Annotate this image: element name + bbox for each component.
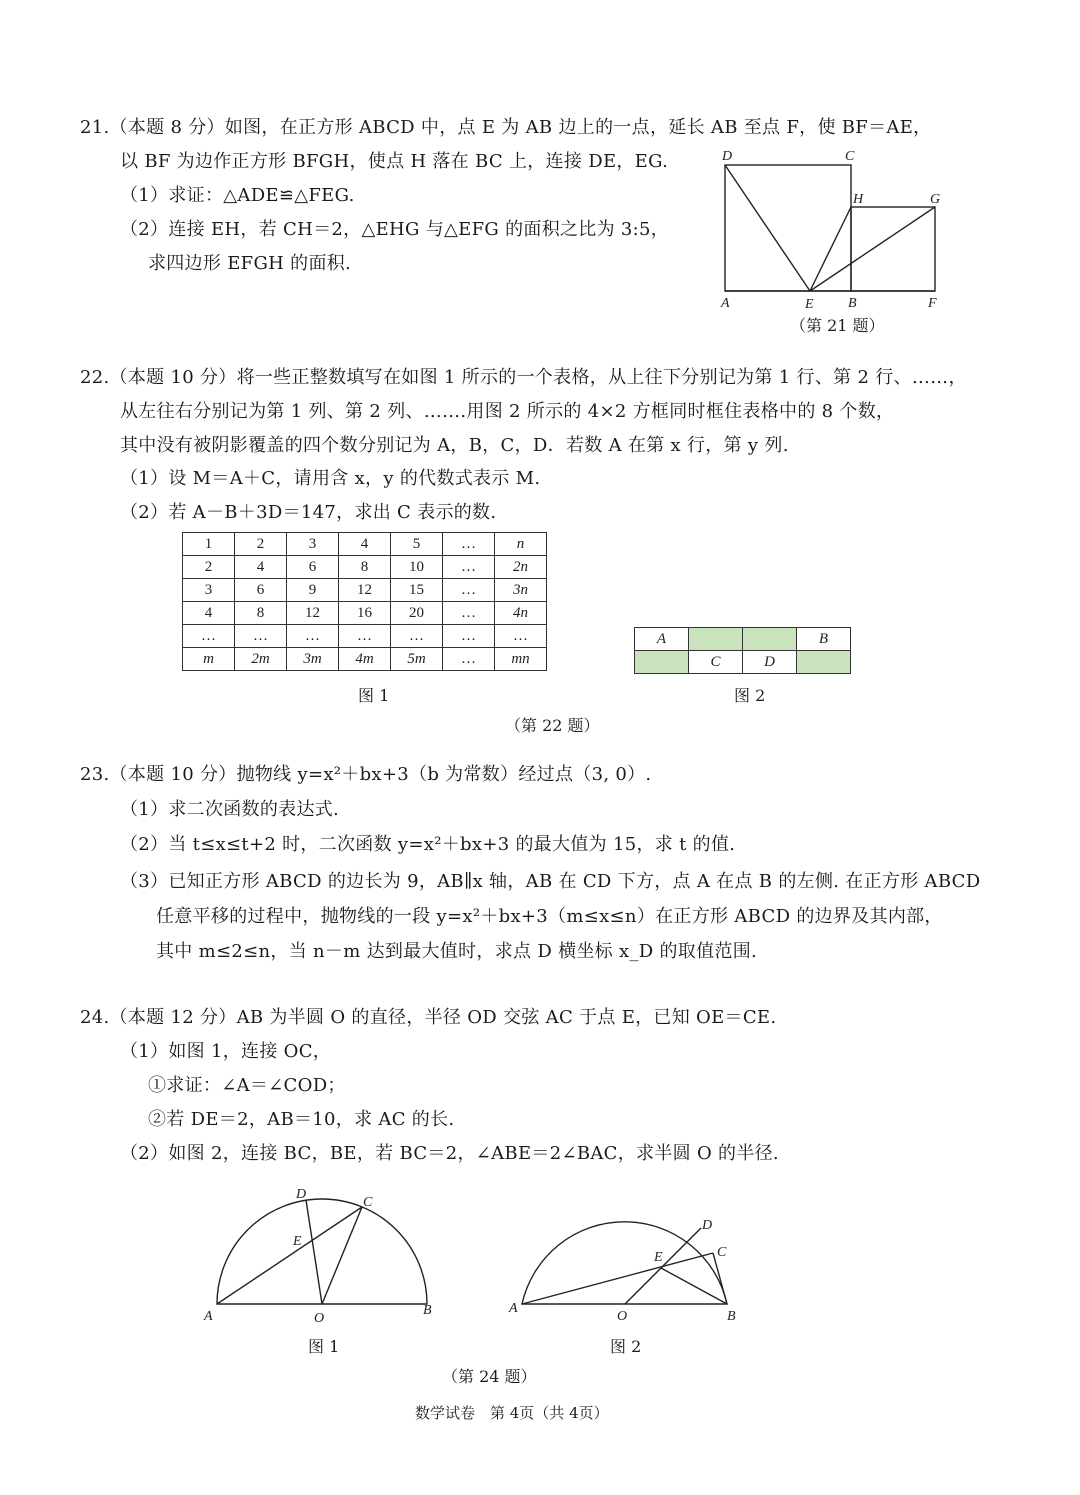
q24f1-label-A: A (204, 1309, 213, 1324)
q24f2-label-B: B (727, 1309, 736, 1324)
q22-stem-line1: 22.（本题 10 分）将一些正整数填写在如图 1 所示的一个表格，从上往下分别记为第 1 行、第 2 行、……， (80, 367, 967, 388)
q21-part2-line1: （2）连接 EH，若 CH＝2，△EHG 与△EFG 的面积之比为 3:5， (120, 219, 670, 240)
q23-part3-line2: 任意平移的过程中，抛物线的一段 y=x²＋bx+3（m≤x≤n）在正方形 ABCD 的边界及其内部， (156, 906, 943, 927)
q24-fig1-label: 图 1 (308, 1337, 340, 1356)
q22-fig1-label: 图 1 (358, 686, 390, 705)
q22-frame-table (634, 627, 851, 674)
table-cell: 9 (287, 579, 339, 602)
q24-part1-b: ②若 DE＝2，AB＝10，求 AC 的长. (148, 1109, 455, 1130)
table-cell: … (339, 625, 391, 648)
table-cell: 6 (235, 579, 287, 602)
table-cell: 4 (183, 602, 235, 625)
table-cell: 12 (339, 579, 391, 602)
frame-row (635, 628, 851, 651)
table-cell: 3 (287, 533, 339, 556)
q23-part3-line1: （3）已知正方形 ABCD 的边长为 9，AB∥x 轴，AB 在 CD 下方，点 A 在点 B 的左侧. 在正方形 ABCD (120, 871, 981, 892)
q21-label-C: C (845, 149, 855, 164)
table-cell: … (235, 625, 287, 648)
q23-stem: 23.（本题 10 分）抛物线 y=x²＋bx+3（b 为常数）经过点（3, 0）. (80, 764, 652, 785)
table-cell: … (287, 625, 339, 648)
frame-cell-shaded (635, 651, 689, 674)
q23-part1: （1）求二次函数的表达式. (120, 799, 340, 820)
q21-part1: （1）求证：△ADE≌△FEG. (120, 185, 355, 206)
table-cell: … (495, 625, 547, 648)
frame-cell-C: C (689, 651, 743, 674)
table-cell: … (443, 648, 495, 671)
q24f2-label-C: C (717, 1245, 727, 1260)
q22-part2: （2）若 A－B＋3D＝147，求出 C 表示的数. (120, 502, 497, 523)
q24f2-label-O: O (617, 1309, 628, 1324)
q23-part3-line3: 其中 m≤2≤n，当 n－m 达到最大值时，求点 D 横坐标 x_D 的取值范围. (156, 941, 758, 962)
table-cell: 2 (235, 533, 287, 556)
frame-cell-D: D (743, 651, 797, 674)
q22-number-table (182, 532, 547, 671)
q22-fig2-label: 图 2 (734, 686, 766, 705)
q21-stem-line1: 21.（本题 8 分）如图，在正方形 ABCD 中，点 E 为 AB 边上的一点，延长 AB 至点 F，使 BF＝AE， (80, 117, 932, 138)
q21-part2-line2: 求四边形 EFGH 的面积. (148, 253, 352, 274)
q21-label-A: A (721, 296, 730, 311)
table-cell: 4m (339, 648, 391, 671)
q24-caption: （第 24 题） (442, 1367, 537, 1386)
table-cell: 5 (391, 533, 443, 556)
table-row (183, 602, 547, 625)
table-row (183, 556, 547, 579)
q24f2-label-D: D (702, 1218, 713, 1233)
q23-part2: （2）当 t≤x≤t+2 时，二次函数 y=x²＋bx+3 的最大值为 15，求 t 的值. (120, 834, 736, 855)
table-cell: 2n (495, 556, 547, 579)
frame-cell-B: B (797, 628, 851, 651)
q22-part1: （1）设 M＝A＋C，请用含 x，y 的代数式表示 M. (120, 468, 541, 489)
table-cell: 8 (235, 602, 287, 625)
table-cell: 10 (391, 556, 443, 579)
table-cell: … (443, 556, 495, 579)
q24f1-label-E: E (293, 1234, 302, 1249)
table-cell: … (443, 579, 495, 602)
table-cell: m (183, 648, 235, 671)
table-cell: 3n (495, 579, 547, 602)
q24-part2: （2）如图 2，连接 BC，BE，若 BC＝2，∠ABE＝2∠BAC，求半圆 O 的半径. (120, 1143, 779, 1164)
table-cell: 8 (339, 556, 391, 579)
table-cell: 16 (339, 602, 391, 625)
table-cell: 3 (183, 579, 235, 602)
table-cell: 6 (287, 556, 339, 579)
q24f2-label-A: A (509, 1301, 518, 1316)
table-cell: mn (495, 648, 547, 671)
q21-stem-line2: 以 BF 为边作正方形 BFGH，使点 H 落在 BC 上，连接 DE，EG. (120, 151, 669, 172)
table-row (183, 648, 547, 671)
q22-stem-line3: 其中没有被阴影覆盖的四个数分别记为 A，B，C，D．若数 A 在第 x 行，第 y 列. (120, 435, 789, 456)
table-cell: 4n (495, 602, 547, 625)
table-cell: 5m (391, 648, 443, 671)
table-cell: 12 (287, 602, 339, 625)
q24f1-label-B: B (423, 1303, 432, 1318)
table-cell: … (391, 625, 443, 648)
table-cell: n (495, 533, 547, 556)
frame-cell-shaded (689, 628, 743, 651)
q21-figure (710, 145, 960, 315)
q24-stem: 24.（本题 12 分）AB 为半圆 O 的直径，半径 OD 交弦 AC 于点 E，已知 OE＝CE. (80, 1007, 777, 1028)
table-cell: … (443, 625, 495, 648)
table-row (183, 579, 547, 602)
frame-cell-shaded (743, 628, 797, 651)
frame-cell-A: A (635, 628, 689, 651)
table-cell: 4 (339, 533, 391, 556)
table-row (183, 533, 547, 556)
q24f1-label-O: O (314, 1311, 325, 1326)
table-cell: … (443, 602, 495, 625)
table-cell: 3m (287, 648, 339, 671)
q21-label-B: B (848, 296, 857, 311)
q24-figure-2 (505, 1180, 755, 1325)
table-cell: 2 (183, 556, 235, 579)
table-cell: 2m (235, 648, 287, 671)
q24-part1-a: ①求证：∠A＝∠COD； (148, 1075, 346, 1096)
q21-label-D: D (722, 149, 733, 164)
table-cell: 4 (235, 556, 287, 579)
table-cell: … (183, 625, 235, 648)
q24-figure-1 (200, 1180, 450, 1325)
frame-cell-shaded (797, 651, 851, 674)
q24-fig2-label: 图 2 (610, 1337, 642, 1356)
q24-part1: （1）如图 1，连接 OC， (120, 1041, 332, 1062)
q24f1-label-C: C (363, 1195, 373, 1210)
q21-label-H: H (853, 192, 864, 207)
q24f1-label-D: D (296, 1187, 307, 1202)
table-cell: 1 (183, 533, 235, 556)
q22-caption: （第 22 题） (505, 716, 600, 735)
frame-row (635, 651, 851, 674)
q24f2-label-E: E (654, 1250, 663, 1265)
table-cell: 20 (391, 602, 443, 625)
page-footer: 数学试卷 第 4页（共 4页） (415, 1404, 609, 1422)
table-cell: 15 (391, 579, 443, 602)
q21-label-F: F (928, 296, 937, 311)
q21-label-E: E (805, 297, 814, 312)
q21-label-G: G (930, 192, 941, 207)
q21-caption: （第 21 题） (790, 316, 885, 335)
table-cell: … (443, 533, 495, 556)
table-row (183, 625, 547, 648)
q22-stem-line2: 从左往右分别记为第 1 列、第 2 列、…….用图 2 所示的 4×2 方框同时框住表格中的 8 个数， (120, 401, 895, 422)
